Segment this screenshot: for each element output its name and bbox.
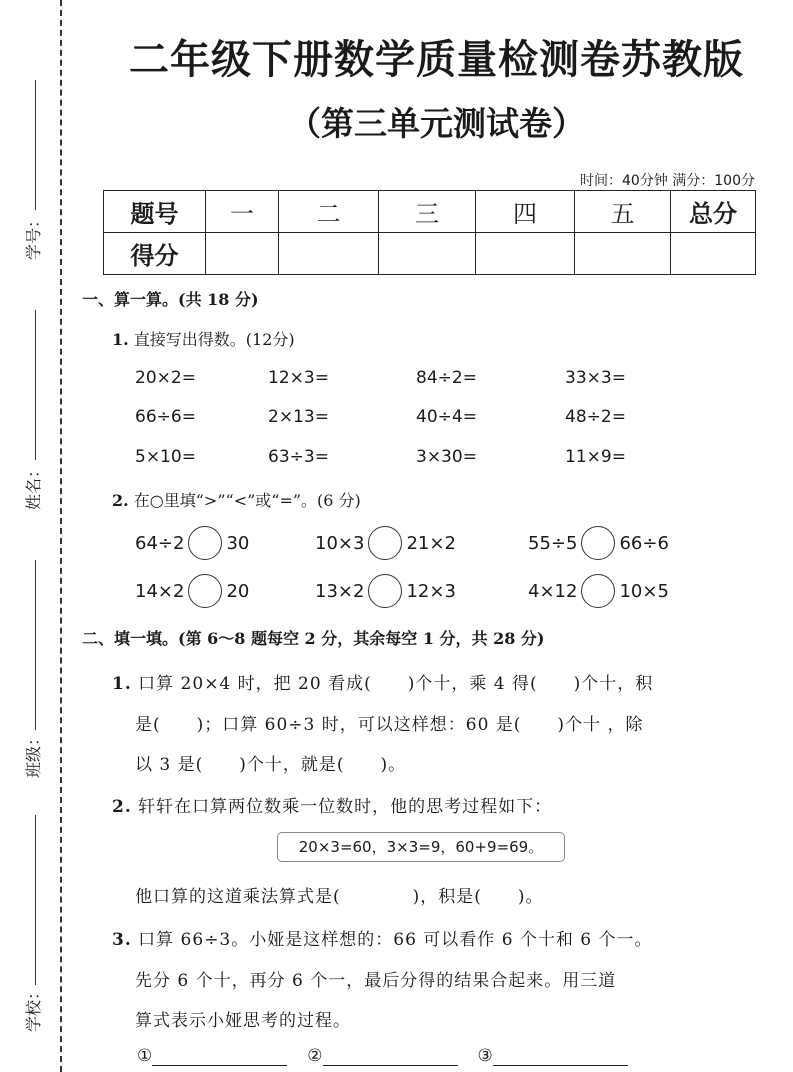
score-table-header-row [104, 191, 756, 233]
calc-item: 48÷2= [565, 407, 626, 427]
answer-marker: ③ [477, 1046, 493, 1066]
section1-q2 [112, 488, 361, 511]
answer-blank[interactable] [323, 1048, 458, 1066]
compare-circle[interactable] [188, 574, 222, 608]
name-rule [35, 310, 36, 460]
compare-right: 66÷6 [619, 532, 669, 554]
question-number: 1. [112, 674, 132, 694]
compare-left: 4×12 [528, 580, 578, 602]
school-rule [35, 815, 36, 985]
question-text: 轩轩在口算两位数乘一位数时，他的思考过程如下： [131, 797, 553, 817]
section2-q2-line2: 他口算的这道乘法算式是( )，积是( )。 [135, 887, 544, 907]
compare-right: 12×3 [406, 580, 456, 602]
score-input-2[interactable] [279, 233, 379, 275]
answer-item [478, 1046, 628, 1066]
score-input-4[interactable] [476, 233, 575, 275]
student-id-label: 学号： [24, 211, 43, 260]
calc-item: 3×30= [416, 447, 477, 467]
compare-circle[interactable] [581, 526, 615, 560]
score-input-5[interactable] [575, 233, 671, 275]
question-text: 在○里填“>”“<”或“=”。(6 分) [128, 491, 361, 510]
calc-item: 66÷6= [135, 407, 196, 427]
score-input-3[interactable] [379, 233, 476, 275]
question-number: 3. [112, 930, 132, 950]
answer-lines [137, 1046, 628, 1066]
section2-q3-line1 [112, 925, 653, 950]
name-label: 姓名： [24, 461, 43, 510]
calc-item: 12×3= [268, 368, 329, 388]
answer-item [307, 1046, 457, 1066]
section1-q1 [112, 327, 295, 350]
compare-right: 21×2 [406, 532, 456, 554]
section2-q1-line2: 是( )；口算 60÷3 时，可以这样想：60 是( )个十 ，除 [135, 715, 644, 735]
compare-left: 10×3 [315, 532, 365, 554]
compare-item [135, 574, 249, 608]
score-row-label: 得分 [104, 233, 206, 275]
calc-item: 5×10= [135, 447, 196, 467]
compare-item [135, 526, 249, 560]
calc-item: 11×9= [565, 447, 626, 467]
score-cell-total: 总分 [671, 191, 756, 233]
answer-blank[interactable] [493, 1048, 628, 1066]
compare-circle[interactable] [581, 574, 615, 608]
section2-q3-line2: 先分 6 个十，再分 6 个一，最后分得的结果合起来。用三道 [135, 971, 617, 991]
section2-heading: 二、填一填。(第 6～8 题每空 2 分，其余每空 1 分，共 28 分) [82, 629, 545, 648]
calc-item: 20×2= [135, 368, 196, 388]
score-cell-label: 题号 [104, 191, 206, 233]
answer-item [137, 1046, 287, 1066]
score-cell-1: 一 [206, 191, 279, 233]
calc-item: 40÷4= [416, 407, 477, 427]
compare-left: 64÷2 [135, 532, 185, 554]
compare-circle[interactable] [368, 526, 402, 560]
section2-q1-line3: 以 3 是( )个十，就是( )。 [135, 755, 407, 775]
calc-item: 33×3= [565, 368, 626, 388]
compare-left: 55÷5 [528, 532, 578, 554]
compare-item [315, 574, 456, 608]
school-label: 学校： [24, 983, 43, 1032]
compare-item [315, 526, 456, 560]
section2-q2-line1 [112, 792, 552, 817]
section2-q1-line1 [112, 669, 653, 694]
compare-item [528, 574, 669, 608]
compare-item [528, 526, 669, 560]
score-table-score-row [104, 233, 756, 275]
question-number: 1. [112, 330, 129, 349]
compare-right: 30 [226, 532, 250, 554]
binding-dashed-line [60, 0, 62, 1072]
compare-left: 14×2 [135, 580, 185, 602]
formula-box: 20×3=60，3×3=9，60+9=69。 [277, 832, 565, 862]
class-label: 班级： [24, 729, 43, 778]
score-cell-3: 三 [379, 191, 476, 233]
score-cell-2: 二 [279, 191, 379, 233]
score-cell-4: 四 [476, 191, 575, 233]
score-input-1[interactable] [206, 233, 279, 275]
time-info: 时间：40分钟 满分：100分 [580, 173, 755, 189]
calc-item: 84÷2= [416, 368, 477, 388]
answer-blank[interactable] [152, 1048, 287, 1066]
section2-q3-line3: 算式表示小娅思考的过程。 [135, 1011, 351, 1031]
answer-marker: ② [307, 1046, 323, 1066]
question-text: 口算 66÷3。小娅是这样想的：66 可以看作 6 个十和 6 个一。 [131, 930, 653, 950]
compare-right: 10×5 [619, 580, 669, 602]
compare-circle[interactable] [368, 574, 402, 608]
compare-right: 20 [226, 580, 250, 602]
calc-item: 2×13= [268, 407, 329, 427]
section1-heading: 一、算一算。(共 18 分) [82, 290, 259, 309]
page-title: 二年级下册数学质量检测卷苏教版 [129, 37, 744, 83]
calc-item: 63÷3= [268, 447, 329, 467]
compare-circle[interactable] [188, 526, 222, 560]
answer-marker: ① [137, 1046, 153, 1066]
student-id-rule [35, 80, 36, 210]
question-text: 直接写出得数。(12分) [128, 330, 295, 349]
question-number: 2. [112, 797, 132, 817]
class-rule [35, 560, 36, 730]
page-subtitle: （第三单元测试卷） [288, 104, 585, 143]
question-number: 2. [112, 491, 129, 510]
score-table [103, 190, 756, 275]
question-text: 口算 20×4 时，把 20 看成( )个十，乘 4 得( )个十，积 [131, 674, 654, 694]
score-cell-5: 五 [575, 191, 671, 233]
score-input-total[interactable] [671, 233, 756, 275]
compare-left: 13×2 [315, 580, 365, 602]
